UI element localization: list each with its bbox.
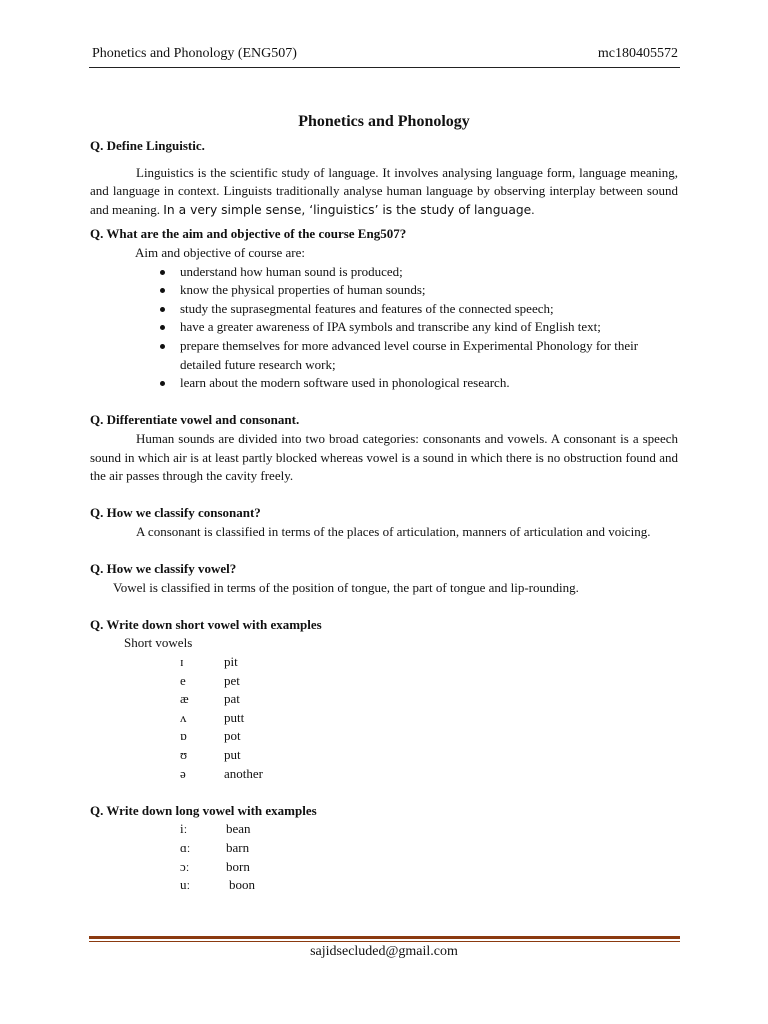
table-row [90, 653, 678, 672]
vowel-symbol: e [180, 672, 186, 688]
question-classify-vowel: Q. How we classify vowel? [90, 561, 237, 577]
vowel-example: putt [224, 709, 245, 725]
aim-list [90, 263, 678, 393]
question-long-vowels: Q. Write down long vowel with examples [90, 802, 317, 818]
vowel-symbol: ɔː [180, 858, 190, 874]
answer-define-linguistic [90, 164, 678, 220]
vowel-example: bean [226, 821, 251, 837]
header-course-title: Phonetics and Phonology (ENG507) [92, 46, 297, 61]
list-item: learn about the modern software used in phonological research. [160, 374, 678, 393]
document-body [90, 137, 678, 895]
table-row [90, 746, 678, 765]
vowel-symbol: iː [180, 821, 188, 837]
question-aim-objective: Q. What are the aim and objective of the course Eng507? [90, 226, 407, 242]
table-row [90, 672, 678, 691]
question-classify-consonant: Q. How we classify consonant? [90, 505, 261, 521]
vowel-example: barn [226, 839, 250, 855]
vowel-symbol: ə [180, 765, 186, 781]
vowel-symbol: æ [180, 691, 189, 707]
answer-classify-vowel: Vowel is classified in terms of the position of tongue, the part of tongue and lip-rounding. [113, 579, 579, 595]
short-vowels-label: Short vowels [124, 635, 193, 651]
table-row [90, 765, 678, 784]
list-item: know the physical properties of human sounds; [160, 281, 678, 300]
question-short-vowels: Q. Write down short vowel with examples [90, 616, 322, 632]
vowel-symbol: ʌ [180, 709, 187, 725]
answer-define-end: . [531, 201, 535, 217]
header-divider [89, 67, 680, 68]
vowel-symbol: uː [180, 877, 191, 893]
vowel-example: pat [224, 691, 240, 707]
header-student-id: mc180405572 [597, 46, 678, 61]
vowel-symbol: ʊ [180, 747, 188, 762]
vowel-symbol: ɒ [180, 728, 187, 744]
answer-define-highlight: In a very simple sense, ‘linguistics’ is the study of language [163, 202, 532, 217]
question-differentiate: Q. Differentiate vowel and consonant. [90, 412, 300, 428]
vowel-symbol: ɑː [180, 839, 191, 855]
aim-intro: Aim and objective of course are: [135, 244, 306, 260]
vowel-symbol: ɪ [180, 654, 184, 670]
list-item: prepare themselves for more advanced level course in Experimental Phonology for their detailed future research work; [160, 337, 678, 374]
document-title: Phonetics and Phonology [298, 113, 470, 130]
footer-divider-thick [89, 936, 680, 939]
vowel-example: pet [224, 672, 240, 688]
table-row [90, 709, 678, 728]
vowel-example: boon [229, 877, 255, 893]
answer-classify-consonant: A consonant is classified in terms of the places of articulation, manners of articulation and voicing. [136, 523, 651, 539]
question-define-linguistic: Q. Define Linguistic. [90, 138, 205, 153]
footer-divider-thin [89, 941, 680, 942]
table-row [90, 690, 678, 709]
table-row [90, 858, 678, 877]
vowel-example: pit [224, 654, 238, 670]
list-item: study the suprasegmental features and features of the connected speech; [160, 300, 678, 319]
answer-define-text: Linguistics is the scientific study of language. It involves analysing language form, language meaning, and language in context. Linguists traditionally analyse human language by observing interplay between sound and meaning. [90, 164, 678, 217]
short-vowel-table [90, 653, 678, 783]
vowel-example: put [224, 747, 241, 762]
vowel-example: pot [224, 728, 241, 744]
vowel-example: born [226, 858, 250, 874]
vowel-example: another [224, 765, 263, 781]
table-row [90, 839, 678, 858]
list-item: understand how human sound is produced; [160, 263, 678, 282]
footer-email: sajidsecluded@gmail.com [310, 944, 458, 959]
answer-differentiate: Human sounds are divided into two broad categories: consonants and vowels. A consonant is a speech sound in which air is at least partly blocked whereas vowel is a sound in which there is no obstruction found and the air passes through the cavity freely. [90, 430, 678, 484]
long-vowel-table [90, 820, 678, 894]
table-row [90, 820, 678, 839]
list-item: have a greater awareness of IPA symbols and transcribe any kind of English text; [160, 318, 678, 337]
page-header [92, 46, 678, 66]
table-row [90, 727, 678, 746]
table-row [90, 876, 678, 895]
